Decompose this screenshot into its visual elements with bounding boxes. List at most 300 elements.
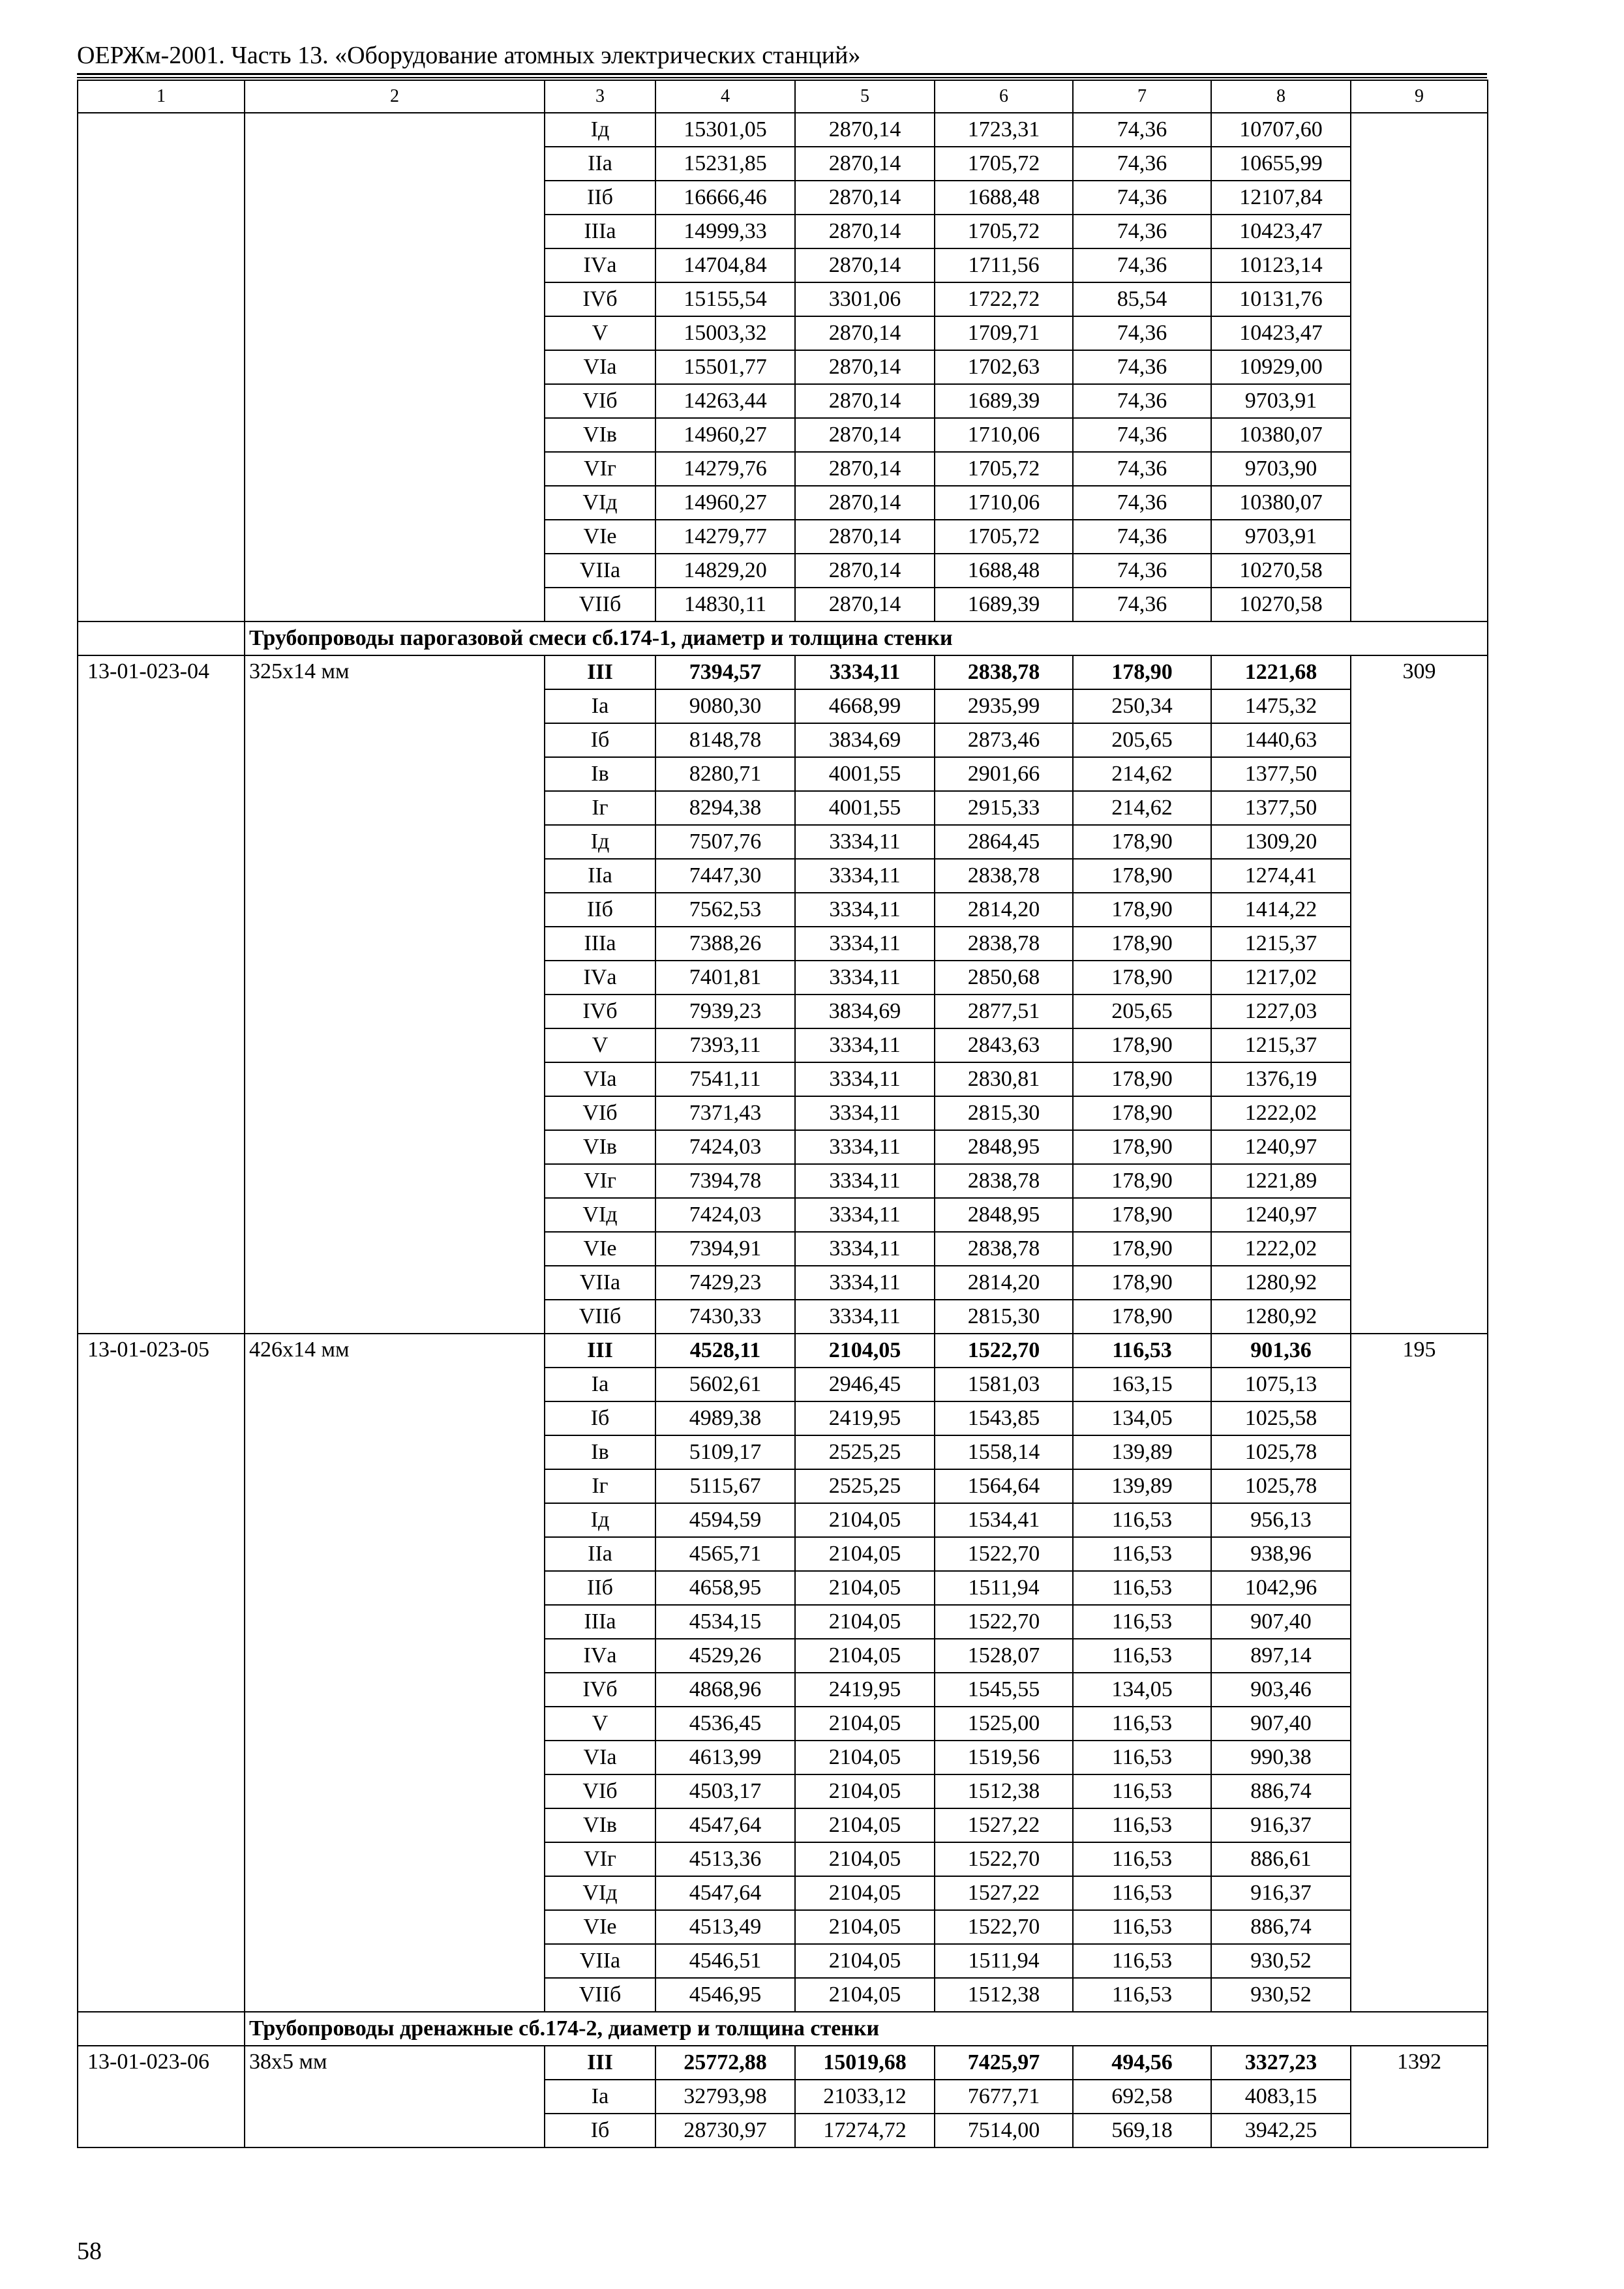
col8-value-cell: 897,14 xyxy=(1211,1639,1351,1673)
col7-value-cell: 134,05 xyxy=(1073,1673,1211,1707)
total-cost-cell: 8148,78 xyxy=(655,723,795,757)
col8-value-cell: 1025,78 xyxy=(1211,1435,1351,1469)
col8-value-cell: 10423,47 xyxy=(1211,215,1351,248)
zone-cell: VIе xyxy=(545,1910,655,1944)
col8-value-cell: 9703,91 xyxy=(1211,520,1351,554)
col6-value-cell: 1705,72 xyxy=(935,215,1073,248)
col8-value-cell: 10380,07 xyxy=(1211,418,1351,452)
col6-value-cell: 1527,22 xyxy=(935,1808,1073,1842)
zone-cell: VIIб xyxy=(545,1300,655,1334)
zone-cell: Iв xyxy=(545,1435,655,1469)
col7-value-cell: 116,53 xyxy=(1073,1571,1211,1605)
total-cost-cell: 7429,23 xyxy=(655,1266,795,1300)
total-cost-cell: 4547,64 xyxy=(655,1808,795,1842)
col6-value-cell: 1558,14 xyxy=(935,1435,1073,1469)
col8-value-cell: 1377,50 xyxy=(1211,791,1351,825)
col8-value-cell: 10270,58 xyxy=(1211,588,1351,621)
total-cost-cell: 7401,81 xyxy=(655,961,795,995)
total-cost-cell: 14279,76 xyxy=(655,452,795,486)
col8-value-cell: 1280,92 xyxy=(1211,1266,1351,1300)
col6-value-cell: 2915,33 xyxy=(935,791,1073,825)
col5-value-cell: 2419,95 xyxy=(795,1401,935,1435)
col5-value-cell: 2104,05 xyxy=(795,1808,935,1842)
total-cost-cell: 7371,43 xyxy=(655,1096,795,1130)
total-cost-cell: 4513,36 xyxy=(655,1842,795,1876)
col6-value-cell: 2848,95 xyxy=(935,1198,1073,1232)
col7-value-cell: 74,36 xyxy=(1073,215,1211,248)
col7-value-cell: 116,53 xyxy=(1073,1808,1211,1842)
col5-value-cell: 2104,05 xyxy=(795,1876,935,1910)
column-number: 5 xyxy=(795,80,935,113)
col7-value-cell: 74,36 xyxy=(1073,520,1211,554)
col7-value-cell: 116,53 xyxy=(1073,1605,1211,1639)
col8-value-cell: 907,40 xyxy=(1211,1605,1351,1639)
col8-value-cell: 10380,07 xyxy=(1211,486,1351,520)
col6-value-cell: 1527,22 xyxy=(935,1876,1073,1910)
total-cost-cell: 4513,49 xyxy=(655,1910,795,1944)
zone-cell: Iв xyxy=(545,757,655,791)
zone-cell: IVа xyxy=(545,248,655,282)
col6-value-cell: 1519,56 xyxy=(935,1741,1073,1774)
col8-value-cell: 1025,78 xyxy=(1211,1469,1351,1503)
zone-cell: VIд xyxy=(545,1198,655,1232)
col7-value-cell: 178,90 xyxy=(1073,1028,1211,1062)
col7-value-cell: 178,90 xyxy=(1073,1096,1211,1130)
total-cost-cell: 8280,71 xyxy=(655,757,795,791)
col8-value-cell: 10123,14 xyxy=(1211,248,1351,282)
col7-value-cell: 74,36 xyxy=(1073,418,1211,452)
zone-cell: IVб xyxy=(545,995,655,1028)
col7-value-cell: 116,53 xyxy=(1073,1842,1211,1876)
col7-value-cell: 74,36 xyxy=(1073,384,1211,418)
col5-value-cell: 2104,05 xyxy=(795,1944,935,1978)
zone-cell: IVб xyxy=(545,282,655,316)
zone-cell: III xyxy=(545,1334,655,1368)
col8-value-cell: 4083,15 xyxy=(1211,2080,1351,2114)
col7-value-cell: 214,62 xyxy=(1073,791,1211,825)
col5-value-cell: 3334,11 xyxy=(795,1300,935,1334)
col6-value-cell: 1534,41 xyxy=(935,1503,1073,1537)
col5-value-cell: 3834,69 xyxy=(795,995,935,1028)
col7-value-cell: 116,53 xyxy=(1073,1503,1211,1537)
col6-value-cell: 2901,66 xyxy=(935,757,1073,791)
zone-cell: VIд xyxy=(545,486,655,520)
zone-cell: Iг xyxy=(545,1469,655,1503)
col6-value-cell: 2838,78 xyxy=(935,1164,1073,1198)
col5-value-cell: 4001,55 xyxy=(795,757,935,791)
col6-value-cell: 1688,48 xyxy=(935,554,1073,588)
col5-value-cell: 4001,55 xyxy=(795,791,935,825)
total-cost-cell: 7939,23 xyxy=(655,995,795,1028)
column-number: 3 xyxy=(545,80,655,113)
total-cost-cell: 14999,33 xyxy=(655,215,795,248)
col7-value-cell: 178,90 xyxy=(1073,1062,1211,1096)
col5-value-cell: 2525,25 xyxy=(795,1435,935,1469)
total-cost-cell: 9080,30 xyxy=(655,689,795,723)
col6-value-cell: 1722,72 xyxy=(935,282,1073,316)
col8-value-cell: 1221,89 xyxy=(1211,1164,1351,1198)
rate-code-cell xyxy=(78,113,245,621)
col6-value-cell: 1512,38 xyxy=(935,1774,1073,1808)
col6-value-cell: 2848,95 xyxy=(935,1130,1073,1164)
column-number: 9 xyxy=(1351,80,1488,113)
col6-value-cell: 2815,30 xyxy=(935,1096,1073,1130)
header-rule xyxy=(77,73,1487,75)
total-cost-cell: 14704,84 xyxy=(655,248,795,282)
col6-value-cell: 2814,20 xyxy=(935,1266,1073,1300)
col6-value-cell: 2873,46 xyxy=(935,723,1073,757)
col8-value-cell: 886,61 xyxy=(1211,1842,1351,1876)
zone-cell: VIг xyxy=(545,1842,655,1876)
col6-value-cell: 2843,63 xyxy=(935,1028,1073,1062)
table-row xyxy=(78,113,1488,147)
col8-value-cell: 10707,60 xyxy=(1211,113,1351,147)
total-cost-cell: 7394,57 xyxy=(655,655,795,689)
col8-value-cell: 10929,00 xyxy=(1211,350,1351,384)
total-cost-cell: 5602,61 xyxy=(655,1368,795,1401)
total-cost-cell: 4529,26 xyxy=(655,1639,795,1673)
col7-value-cell: 116,53 xyxy=(1073,1944,1211,1978)
col5-value-cell: 2870,14 xyxy=(795,350,935,384)
col7-value-cell: 178,90 xyxy=(1073,1130,1211,1164)
zone-cell: VIг xyxy=(545,452,655,486)
total-cost-cell: 7388,26 xyxy=(655,927,795,961)
col5-value-cell: 3334,11 xyxy=(795,1096,935,1130)
col8-value-cell: 3327,23 xyxy=(1211,2046,1351,2080)
total-cost-cell: 28730,97 xyxy=(655,2114,795,2147)
col6-value-cell: 1711,56 xyxy=(935,248,1073,282)
total-cost-cell: 16666,46 xyxy=(655,181,795,215)
col7-value-cell: 692,58 xyxy=(1073,2080,1211,2114)
col9-value-cell: 309 xyxy=(1351,655,1488,1334)
col7-value-cell: 116,53 xyxy=(1073,1978,1211,2012)
col5-value-cell: 2870,14 xyxy=(795,316,935,350)
col6-value-cell: 1710,06 xyxy=(935,486,1073,520)
col5-value-cell: 2870,14 xyxy=(795,248,935,282)
col8-value-cell: 1240,97 xyxy=(1211,1198,1351,1232)
col5-value-cell: 3334,11 xyxy=(795,927,935,961)
col5-value-cell: 2104,05 xyxy=(795,1842,935,1876)
zone-cell: Iд xyxy=(545,1503,655,1537)
zone-cell: VIд xyxy=(545,1876,655,1910)
col5-value-cell: 2104,05 xyxy=(795,1910,935,1944)
col7-value-cell: 116,53 xyxy=(1073,1876,1211,1910)
col6-value-cell: 1564,64 xyxy=(935,1469,1073,1503)
section-spacer-cell xyxy=(78,621,245,655)
zone-cell: VIб xyxy=(545,1774,655,1808)
col7-value-cell: 178,90 xyxy=(1073,1164,1211,1198)
total-cost-cell: 4594,59 xyxy=(655,1503,795,1537)
col5-value-cell: 2870,14 xyxy=(795,588,935,621)
col5-value-cell: 17274,72 xyxy=(795,2114,935,2147)
zone-cell: VIг xyxy=(545,1164,655,1198)
col7-value-cell: 178,90 xyxy=(1073,1198,1211,1232)
total-cost-cell: 8294,38 xyxy=(655,791,795,825)
zone-cell: III xyxy=(545,655,655,689)
col7-value-cell: 250,34 xyxy=(1073,689,1211,723)
zone-cell: VIб xyxy=(545,1096,655,1130)
col8-value-cell: 9703,90 xyxy=(1211,452,1351,486)
col8-value-cell: 1215,37 xyxy=(1211,927,1351,961)
col7-value-cell: 116,53 xyxy=(1073,1910,1211,1944)
zone-cell: IIа xyxy=(545,147,655,181)
total-cost-cell: 7394,91 xyxy=(655,1232,795,1266)
col5-value-cell: 2104,05 xyxy=(795,1605,935,1639)
col7-value-cell: 74,36 xyxy=(1073,248,1211,282)
col7-value-cell: 85,54 xyxy=(1073,282,1211,316)
total-cost-cell: 32793,98 xyxy=(655,2080,795,2114)
zone-cell: IIа xyxy=(545,859,655,893)
zone-cell: Iа xyxy=(545,1368,655,1401)
zone-cell: VIа xyxy=(545,1062,655,1096)
col5-value-cell: 2104,05 xyxy=(795,1503,935,1537)
col5-value-cell: 3334,11 xyxy=(795,859,935,893)
zone-cell: IIб xyxy=(545,893,655,927)
total-cost-cell: 4565,71 xyxy=(655,1537,795,1571)
col8-value-cell: 1217,02 xyxy=(1211,961,1351,995)
col8-value-cell: 1025,58 xyxy=(1211,1401,1351,1435)
zone-cell: Iг xyxy=(545,791,655,825)
col8-value-cell: 1376,19 xyxy=(1211,1062,1351,1096)
rates-table xyxy=(77,80,1488,2148)
section-header-row xyxy=(78,2012,1488,2046)
total-cost-cell: 14960,27 xyxy=(655,486,795,520)
col6-value-cell: 2838,78 xyxy=(935,927,1073,961)
col6-value-cell: 1522,70 xyxy=(935,1334,1073,1368)
total-cost-cell: 7507,76 xyxy=(655,825,795,859)
total-cost-cell: 4613,99 xyxy=(655,1741,795,1774)
col7-value-cell: 116,53 xyxy=(1073,1639,1211,1673)
col6-value-cell: 1709,71 xyxy=(935,316,1073,350)
zone-cell: IIIа xyxy=(545,215,655,248)
col6-value-cell: 1511,94 xyxy=(935,1571,1073,1605)
col7-value-cell: 178,90 xyxy=(1073,1266,1211,1300)
col8-value-cell: 1221,68 xyxy=(1211,655,1351,689)
col6-value-cell: 2935,99 xyxy=(935,689,1073,723)
col8-value-cell: 3942,25 xyxy=(1211,2114,1351,2147)
total-cost-cell: 14279,77 xyxy=(655,520,795,554)
total-cost-cell: 14830,11 xyxy=(655,588,795,621)
col7-value-cell: 178,90 xyxy=(1073,961,1211,995)
col6-value-cell: 1705,72 xyxy=(935,520,1073,554)
zone-cell: VIе xyxy=(545,520,655,554)
col7-value-cell: 178,90 xyxy=(1073,1300,1211,1334)
col5-value-cell: 3334,11 xyxy=(795,655,935,689)
col8-value-cell: 907,40 xyxy=(1211,1707,1351,1741)
total-cost-cell: 4546,95 xyxy=(655,1978,795,2012)
col5-value-cell: 2946,45 xyxy=(795,1368,935,1401)
zone-cell: III xyxy=(545,2046,655,2080)
col5-value-cell: 2104,05 xyxy=(795,1774,935,1808)
col7-value-cell: 139,89 xyxy=(1073,1435,1211,1469)
zone-cell: IVа xyxy=(545,961,655,995)
total-cost-cell: 7541,11 xyxy=(655,1062,795,1096)
col5-value-cell: 2104,05 xyxy=(795,1334,935,1368)
col7-value-cell: 178,90 xyxy=(1073,859,1211,893)
col5-value-cell: 3334,11 xyxy=(795,825,935,859)
zone-cell: VIIб xyxy=(545,588,655,621)
col5-value-cell: 3334,11 xyxy=(795,1130,935,1164)
pipe-dimension-cell: 38x5 мм xyxy=(245,2046,545,2147)
zone-cell: Iд xyxy=(545,825,655,859)
section-header-row xyxy=(78,621,1488,655)
col5-value-cell: 3334,11 xyxy=(795,893,935,927)
col7-value-cell: 116,53 xyxy=(1073,1334,1211,1368)
col5-value-cell: 21033,12 xyxy=(795,2080,935,2114)
col5-value-cell: 2104,05 xyxy=(795,1741,935,1774)
zone-cell: VIв xyxy=(545,418,655,452)
column-number-row xyxy=(78,80,1488,113)
col6-value-cell: 1702,63 xyxy=(935,350,1073,384)
col6-value-cell: 1689,39 xyxy=(935,588,1073,621)
col8-value-cell: 886,74 xyxy=(1211,1774,1351,1808)
zone-cell: VIIб xyxy=(545,1978,655,2012)
zone-cell: V xyxy=(545,1707,655,1741)
col7-value-cell: 74,36 xyxy=(1073,554,1211,588)
col8-value-cell: 1042,96 xyxy=(1211,1571,1351,1605)
zone-cell: IIIа xyxy=(545,927,655,961)
total-cost-cell: 15003,32 xyxy=(655,316,795,350)
rate-code-cell: 13-01-023-06 xyxy=(78,2046,245,2147)
col8-value-cell: 10655,99 xyxy=(1211,147,1351,181)
col5-value-cell: 3334,11 xyxy=(795,1266,935,1300)
zone-cell: IIа xyxy=(545,1537,655,1571)
zone-cell: IVб xyxy=(545,1673,655,1707)
header-rule-thin xyxy=(77,77,1487,78)
col6-value-cell: 2830,81 xyxy=(935,1062,1073,1096)
col5-value-cell: 2104,05 xyxy=(795,1978,935,2012)
col5-value-cell: 3334,11 xyxy=(795,961,935,995)
zone-cell: IVа xyxy=(545,1639,655,1673)
col7-value-cell: 139,89 xyxy=(1073,1469,1211,1503)
rate-code-cell: 13-01-023-04 xyxy=(78,655,245,1334)
col7-value-cell: 205,65 xyxy=(1073,723,1211,757)
col5-value-cell: 3834,69 xyxy=(795,723,935,757)
col8-value-cell: 10423,47 xyxy=(1211,316,1351,350)
page-number: 58 xyxy=(77,2237,102,2265)
col8-value-cell: 956,13 xyxy=(1211,1503,1351,1537)
zone-cell: VIв xyxy=(545,1130,655,1164)
total-cost-cell: 4547,64 xyxy=(655,1876,795,1910)
col6-value-cell: 2877,51 xyxy=(935,995,1073,1028)
col8-value-cell: 1215,37 xyxy=(1211,1028,1351,1062)
pipe-dimension-cell xyxy=(245,113,545,621)
col8-value-cell: 916,37 xyxy=(1211,1876,1351,1910)
zone-cell: VIа xyxy=(545,350,655,384)
col6-value-cell: 2850,68 xyxy=(935,961,1073,995)
col5-value-cell: 2870,14 xyxy=(795,181,935,215)
col6-value-cell: 1522,70 xyxy=(935,1537,1073,1571)
col5-value-cell: 2419,95 xyxy=(795,1673,935,1707)
col8-value-cell: 1440,63 xyxy=(1211,723,1351,757)
total-cost-cell: 5115,67 xyxy=(655,1469,795,1503)
total-cost-cell: 15155,54 xyxy=(655,282,795,316)
col5-value-cell: 3334,11 xyxy=(795,1028,935,1062)
col6-value-cell: 7425,97 xyxy=(935,2046,1073,2080)
zone-cell: Iа xyxy=(545,2080,655,2114)
col6-value-cell: 1723,31 xyxy=(935,113,1073,147)
col8-value-cell: 916,37 xyxy=(1211,1808,1351,1842)
col6-value-cell: 1581,03 xyxy=(935,1368,1073,1401)
col7-value-cell: 134,05 xyxy=(1073,1401,1211,1435)
column-number: 8 xyxy=(1211,80,1351,113)
total-cost-cell: 4546,51 xyxy=(655,1944,795,1978)
col7-value-cell: 178,90 xyxy=(1073,655,1211,689)
col8-value-cell: 1280,92 xyxy=(1211,1300,1351,1334)
col8-value-cell: 1475,32 xyxy=(1211,689,1351,723)
total-cost-cell: 7424,03 xyxy=(655,1130,795,1164)
col7-value-cell: 74,36 xyxy=(1073,588,1211,621)
zone-cell: IIIа xyxy=(545,1605,655,1639)
column-number: 1 xyxy=(78,80,245,113)
col7-value-cell: 74,36 xyxy=(1073,452,1211,486)
col6-value-cell: 1522,70 xyxy=(935,1910,1073,1944)
col8-value-cell: 1377,50 xyxy=(1211,757,1351,791)
zone-cell: Iа xyxy=(545,689,655,723)
col7-value-cell: 116,53 xyxy=(1073,1741,1211,1774)
col7-value-cell: 214,62 xyxy=(1073,757,1211,791)
col8-value-cell: 1309,20 xyxy=(1211,825,1351,859)
total-cost-cell: 7562,53 xyxy=(655,893,795,927)
col5-value-cell: 2870,14 xyxy=(795,147,935,181)
col7-value-cell: 74,36 xyxy=(1073,181,1211,215)
col7-value-cell: 116,53 xyxy=(1073,1707,1211,1741)
total-cost-cell: 5109,17 xyxy=(655,1435,795,1469)
total-cost-cell: 7394,78 xyxy=(655,1164,795,1198)
pipe-dimension-cell: 426x14 мм xyxy=(245,1334,545,2012)
total-cost-cell: 4658,95 xyxy=(655,1571,795,1605)
col9-value-cell: 195 xyxy=(1351,1334,1488,2012)
total-cost-cell: 7424,03 xyxy=(655,1198,795,1232)
zone-cell: VIа xyxy=(545,1741,655,1774)
column-number: 4 xyxy=(655,80,795,113)
col6-value-cell: 2838,78 xyxy=(935,1232,1073,1266)
col7-value-cell: 494,56 xyxy=(1073,2046,1211,2080)
col5-value-cell: 2870,14 xyxy=(795,452,935,486)
col7-value-cell: 178,90 xyxy=(1073,1232,1211,1266)
col5-value-cell: 2104,05 xyxy=(795,1707,935,1741)
col6-value-cell: 7677,71 xyxy=(935,2080,1073,2114)
col6-value-cell: 1512,38 xyxy=(935,1978,1073,2012)
col6-value-cell: 1710,06 xyxy=(935,418,1073,452)
col6-value-cell: 1545,55 xyxy=(935,1673,1073,1707)
zone-cell: VIIа xyxy=(545,1944,655,1978)
total-cost-cell: 4528,11 xyxy=(655,1334,795,1368)
col8-value-cell: 12107,84 xyxy=(1211,181,1351,215)
pipe-dimension-cell: 325x14 мм xyxy=(245,655,545,1334)
col5-value-cell: 2870,14 xyxy=(795,554,935,588)
col7-value-cell: 178,90 xyxy=(1073,927,1211,961)
total-cost-cell: 14960,27 xyxy=(655,418,795,452)
col5-value-cell: 3334,11 xyxy=(795,1198,935,1232)
col8-value-cell: 886,74 xyxy=(1211,1910,1351,1944)
zone-cell: Iб xyxy=(545,2114,655,2147)
section-title: Трубопроводы дренажные сб.174-2, диаметр и толщина стенки xyxy=(245,2012,1488,2046)
col8-value-cell: 903,46 xyxy=(1211,1673,1351,1707)
column-number: 6 xyxy=(935,80,1073,113)
col5-value-cell: 2870,14 xyxy=(795,215,935,248)
section-title: Трубопроводы парогазовой смеси сб.174-1, диаметр и толщина стенки xyxy=(245,621,1488,655)
col6-value-cell: 1522,70 xyxy=(935,1605,1073,1639)
col6-value-cell: 2838,78 xyxy=(935,859,1073,893)
col6-value-cell: 1511,94 xyxy=(935,1944,1073,1978)
col8-value-cell: 1227,03 xyxy=(1211,995,1351,1028)
col6-value-cell: 1689,39 xyxy=(935,384,1073,418)
col6-value-cell: 1688,48 xyxy=(935,181,1073,215)
col6-value-cell: 1528,07 xyxy=(935,1639,1073,1673)
col8-value-cell: 10131,76 xyxy=(1211,282,1351,316)
table-row xyxy=(78,2046,1488,2080)
